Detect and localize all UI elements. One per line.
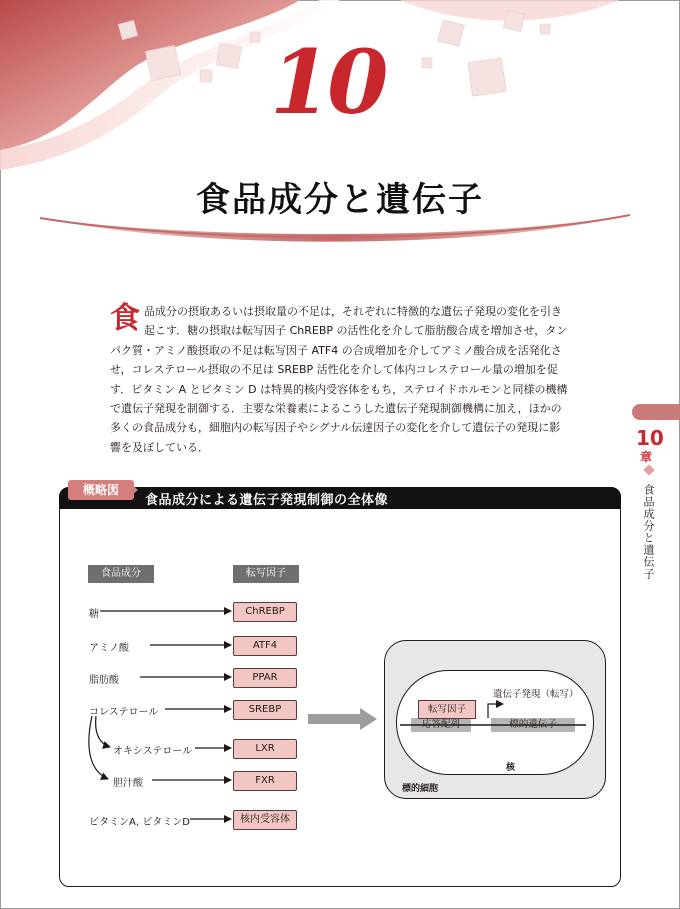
tf-box-fxr: FXR: [233, 771, 297, 791]
side-tab-bar: [632, 404, 680, 420]
food-label-sugar: 糖: [89, 609, 99, 620]
gene-expression-label: 遺伝子発現（転写）: [493, 689, 579, 700]
tf-box-chrebp: ChREBP: [233, 602, 297, 622]
intro-paragraph: [110, 302, 570, 457]
tf-box-ppar: PPAR: [233, 668, 297, 688]
intro-dropcap: 食: [110, 301, 140, 336]
tf-in-nucleus: 転写因子: [418, 700, 476, 719]
side-tab-title: 食品成分と遺伝子: [642, 484, 655, 580]
diagram-title: 食品成分による遺伝子発現制御の全体像: [145, 493, 389, 508]
food-label-fatty-acid: 脂肪酸: [89, 675, 119, 686]
target-gene: 標的遺伝子: [491, 718, 575, 732]
tf-box-srebp: SREBP: [233, 700, 297, 720]
target-cell-label: 標的細胞: [402, 784, 439, 794]
diagram-badge: 概略図: [68, 480, 134, 500]
food-label-bile-acid: 胆汁酸: [113, 778, 143, 789]
intro-text: 品成分の摂取あるいは摂取量の不足は，それぞれに特徴的な遺伝子発現の変化を引き起こす．糖の摂取は転写因子 ChREBP の活性化を介して脂肪酸合成を増加させ，タンパク質・アミノ酸摂取の不足は転写因子 ATF4 の合成増加を介してアミノ酸合成を活発化させ，コレステロール摂取の不足は SREBP 活性化を介して体内コレステロール量の増加を促す．ビタミン A とビタミン D は特異的核内受容体をもち，ステロイドホルモンと同様の機構で遺伝子発現を制御する．主要な栄養素によるこうした遺伝子発現制御機構に加え，ほかの多くの食品成分も，細胞内の転写因子やシグナル伝達因子の変化を介して遺伝子の発現に影響を及ぼしている．: [110, 305, 568, 454]
tf-box-lxr: LXR: [233, 739, 297, 759]
food-label-cholesterol: コレステロール: [89, 707, 159, 718]
nucleus-label: 核: [506, 763, 516, 773]
header-food: 食品成分: [88, 565, 154, 583]
chapter-title: 食品成分と遺伝子: [196, 180, 484, 220]
side-tab-sho: 章: [640, 450, 653, 464]
food-label-amino: アミノ酸: [89, 643, 129, 654]
tf-box-atf4: ATF4: [233, 636, 297, 656]
food-label-vitamins: ビタミンA, ビタミンD: [89, 817, 190, 828]
food-label-oxysterol: オキシステロール: [113, 746, 193, 757]
side-tab-number: 10: [636, 426, 664, 450]
diagram-badge-tail: [126, 480, 138, 500]
chapter-number: 10: [270, 30, 385, 134]
response-element: 応答配列: [411, 718, 471, 732]
header-tf: 転写因子: [233, 565, 299, 583]
tf-box-nuclear-receptor: 核内受容体: [233, 810, 297, 830]
